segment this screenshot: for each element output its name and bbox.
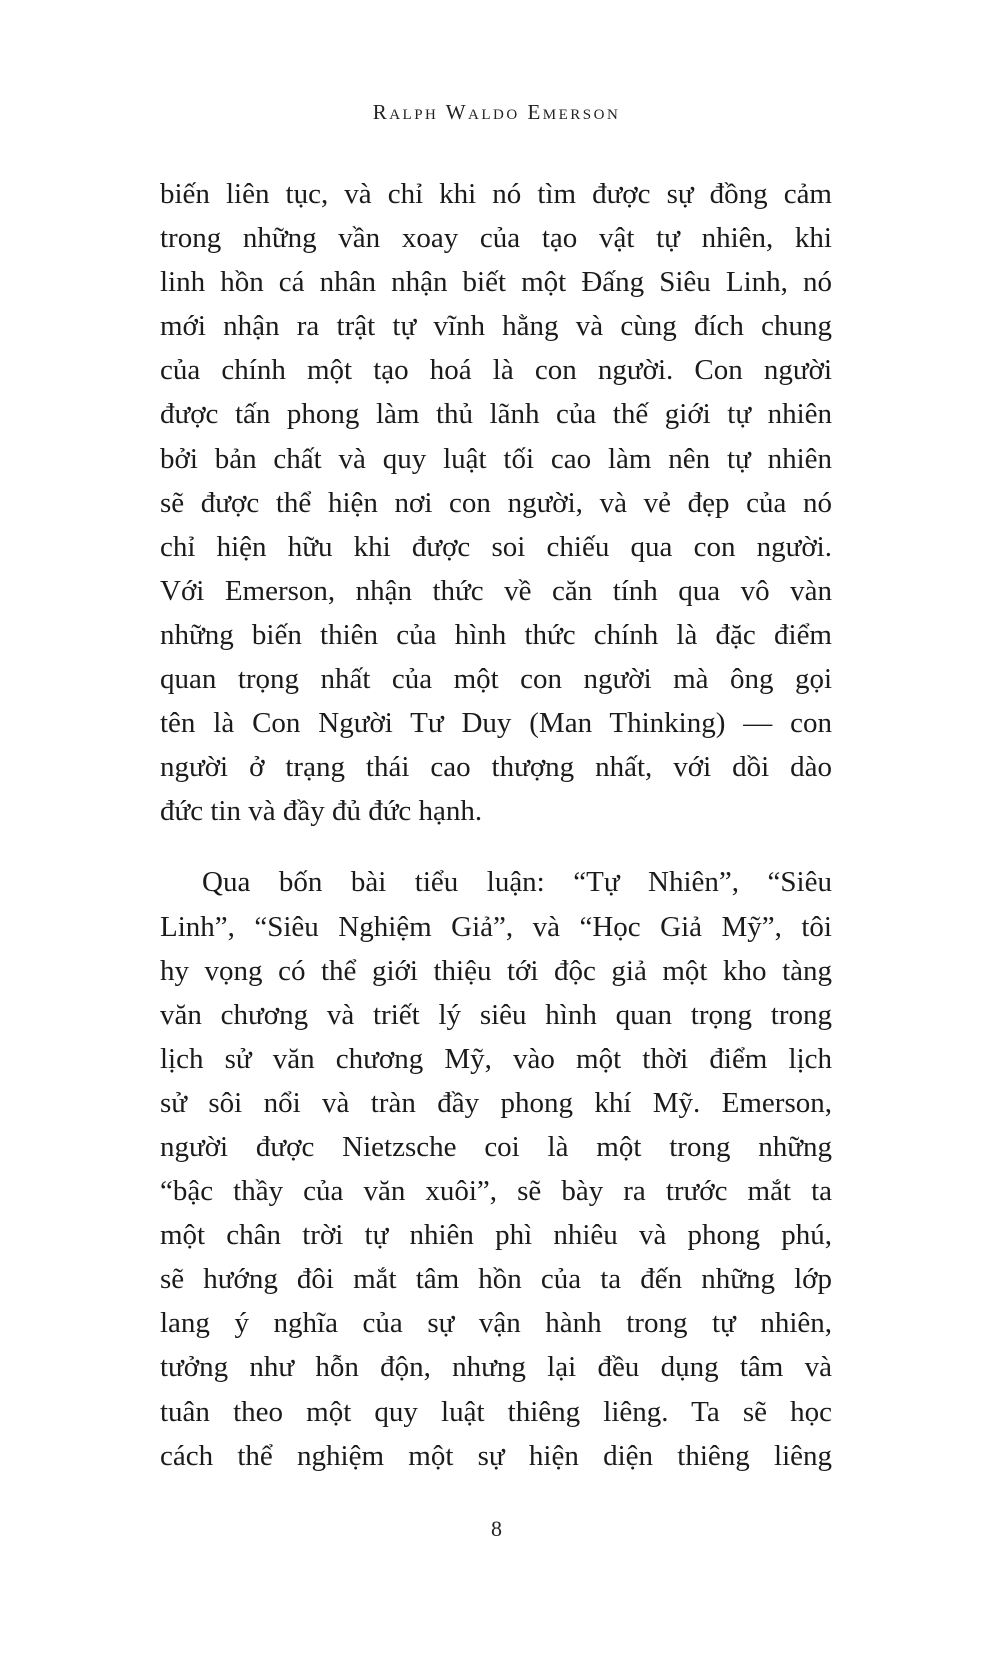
text-line: Với Emerson, nhận thức về căn tính qua vô vàn <box>160 574 832 607</box>
text-line: người được Nietzsche coi là một trong những <box>160 1130 832 1163</box>
text-line: tên là Con Người Tư Duy (Man Thinking) — con <box>160 707 832 740</box>
text-line: Qua bốn bài tiểu luận: “Tự Nhiên”, “Siêu <box>202 866 832 899</box>
text-line: quan trọng nhất của một con người mà ông gọi <box>160 663 832 696</box>
text-line: Linh”, “Siêu Nghiệm Giả”, và “Học Giả Mỹ”, tôi <box>160 910 832 943</box>
text-line: hy vọng có thể giới thiệu tới độc giả một kho tàng <box>160 954 832 987</box>
text-line: “bậc thầy của văn xuôi”, sẽ bày ra trước mắt ta <box>160 1175 832 1208</box>
text-line: sẽ hướng đôi mắt tâm hồn của ta đến những lớp <box>160 1263 832 1296</box>
text-line: những biến thiên của hình thức chính là đặc điểm <box>160 618 832 651</box>
text-line: đức tin và đầy đủ đức hạnh. <box>160 795 483 828</box>
text-line: linh hồn cá nhân nhận biết một Đấng Siêu Linh, nó <box>160 266 832 299</box>
text-line: tưởng như hỗn độn, nhưng lại đều dụng tâm và <box>160 1351 832 1384</box>
text-line: mới nhận ra trật tự vĩnh hằng và cùng đích chung <box>160 310 832 343</box>
text-line: cách thể nghiệm một sự hiện diện thiêng liêng <box>160 1439 832 1472</box>
page-number: 8 <box>491 1516 502 1541</box>
text-line: biến liên tục, và chỉ khi nó tìm được sự đồng cảm <box>160 178 832 210</box>
text-line: sử sôi nổi và tràn đầy phong khí Mỹ. Emerson, <box>160 1086 832 1119</box>
text-line: người ở trạng thái cao thượng nhất, với dồi dào <box>160 751 832 784</box>
text-line: sẽ được thể hiện nơi con người, và vẻ đẹp của nó <box>160 486 832 519</box>
text-line: của chính một tạo hoá là con người. Con người <box>160 354 832 387</box>
text-line: lịch sử văn chương Mỹ, vào một thời điểm lịch <box>160 1042 832 1075</box>
running-header: Ralph Waldo Emerson <box>372 100 621 124</box>
paragraph <box>160 860 832 1477</box>
paragraph <box>160 172 832 833</box>
text-line: trong những vần xoay của tạo vật tự nhiên, khi <box>160 222 832 255</box>
text-line: được tấn phong làm thủ lãnh của thế giới tự nhiên <box>160 398 832 431</box>
text-line: tuân theo một quy luật thiêng liêng. Ta sẽ học <box>160 1395 832 1428</box>
text-line: bởi bản chất và quy luật tối cao làm nên tự nhiên <box>160 442 832 475</box>
text-line: văn chương và triết lý siêu hình quan trọng trong <box>160 998 832 1031</box>
text-line: chỉ hiện hữu khi được soi chiếu qua con người. <box>160 530 832 563</box>
text-line: một chân trời tự nhiên phì nhiêu và phong phú, <box>160 1219 832 1252</box>
text-block <box>160 172 832 1478</box>
text-line: lang ý nghĩa của sự vận hành trong tự nhiên, <box>160 1307 832 1340</box>
